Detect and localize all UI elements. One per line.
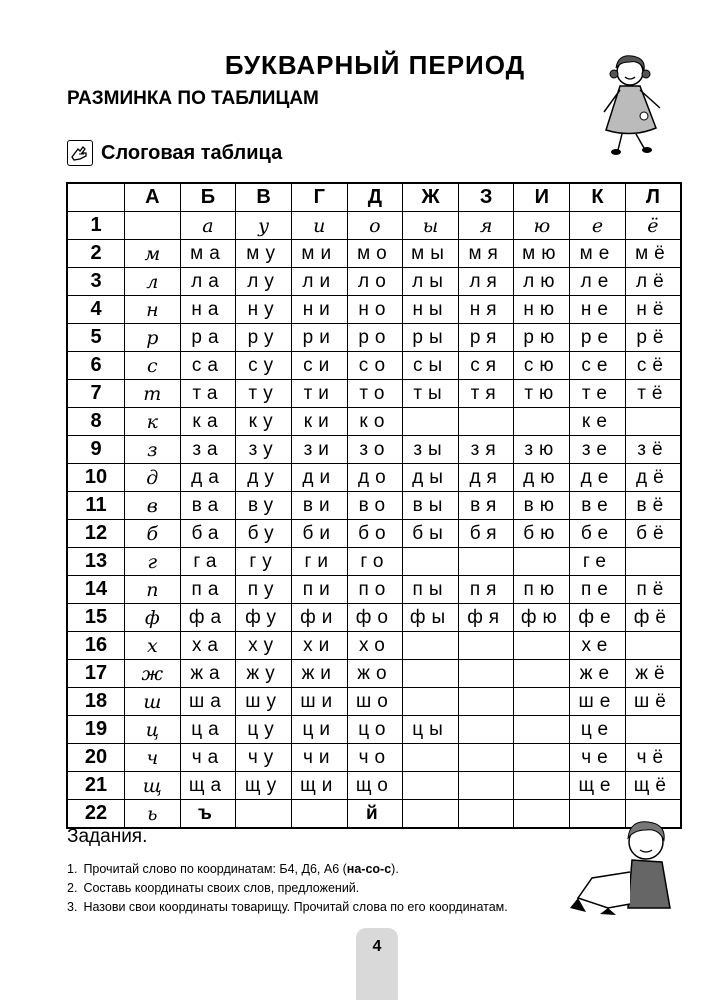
consonant-cell: ч bbox=[125, 744, 181, 772]
consonant-cell: в bbox=[125, 492, 181, 520]
vowel-cell: а bbox=[180, 212, 236, 240]
syllable-cell bbox=[403, 800, 459, 829]
syllable-cell: ци bbox=[291, 716, 347, 744]
consonant-cell: г bbox=[125, 548, 181, 576]
syllable-cell bbox=[403, 660, 459, 688]
syllable-cell: лы bbox=[403, 268, 459, 296]
table-row bbox=[67, 660, 681, 688]
syllable-cell: ще bbox=[570, 772, 626, 800]
syllable-cell: ле bbox=[570, 268, 626, 296]
column-header: И bbox=[514, 183, 570, 212]
consonant-cell: с bbox=[125, 352, 181, 380]
task-item bbox=[67, 860, 508, 879]
syllable-cell: та bbox=[180, 380, 236, 408]
syllable-cell: жу bbox=[236, 660, 292, 688]
syllable-cell: ву bbox=[236, 492, 292, 520]
syllable-cell: чу bbox=[236, 744, 292, 772]
syllable-cell: то bbox=[347, 380, 403, 408]
syllable-cell: й bbox=[347, 800, 403, 829]
page-number: 4 bbox=[372, 938, 382, 955]
syllable-cell: ми bbox=[291, 240, 347, 268]
syllable-cell: ки bbox=[291, 408, 347, 436]
syllable-cell: хи bbox=[291, 632, 347, 660]
table-row bbox=[67, 716, 681, 744]
syllable-cell: жо bbox=[347, 660, 403, 688]
syllable-cell: ди bbox=[291, 464, 347, 492]
vowel-cell: я bbox=[458, 212, 514, 240]
syllable-cell: ма bbox=[180, 240, 236, 268]
syllable-table bbox=[66, 182, 682, 829]
row-number: 1 bbox=[67, 212, 125, 240]
syllable-cell: но bbox=[347, 296, 403, 324]
syllable-cell bbox=[514, 688, 570, 716]
consonant-cell: п bbox=[125, 576, 181, 604]
syllable-cell bbox=[291, 800, 347, 829]
syllable-cell: ни bbox=[291, 296, 347, 324]
syllable-cell: фы bbox=[403, 604, 459, 632]
table-row bbox=[67, 212, 681, 240]
syllable-cell: ве bbox=[570, 492, 626, 520]
syllable-cell: ка bbox=[180, 408, 236, 436]
syllable-cell bbox=[514, 632, 570, 660]
syllable-cell: гу bbox=[236, 548, 292, 576]
table-row bbox=[67, 492, 681, 520]
syllable-cell: що bbox=[347, 772, 403, 800]
tasks-list bbox=[67, 860, 508, 917]
table-row bbox=[67, 408, 681, 436]
consonant-cell: д bbox=[125, 464, 181, 492]
table-row bbox=[67, 576, 681, 604]
syllable-cell bbox=[514, 772, 570, 800]
syllable-cell: пы bbox=[403, 576, 459, 604]
syllable-cell: ня bbox=[458, 296, 514, 324]
consonant-cell: х bbox=[125, 632, 181, 660]
consonant-cell: ш bbox=[125, 688, 181, 716]
task-tail: ). bbox=[391, 862, 399, 876]
syllable-cell: лё bbox=[625, 268, 681, 296]
syllable-cell bbox=[403, 408, 459, 436]
task-number: 1. bbox=[67, 862, 78, 876]
syllable-cell: зи bbox=[291, 436, 347, 464]
syllable-cell: вя bbox=[458, 492, 514, 520]
table-row bbox=[67, 632, 681, 660]
syllable-cell: бе bbox=[570, 520, 626, 548]
vowel-cell: и bbox=[291, 212, 347, 240]
syllable-cell: чё bbox=[625, 744, 681, 772]
syllable-cell bbox=[458, 408, 514, 436]
syllable-cell: сё bbox=[625, 352, 681, 380]
row-number: 6 bbox=[67, 352, 125, 380]
table-row bbox=[67, 548, 681, 576]
syllable-cell: ду bbox=[236, 464, 292, 492]
table-row bbox=[67, 772, 681, 800]
syllable-cell: ды bbox=[403, 464, 459, 492]
syllable-cell: ся bbox=[458, 352, 514, 380]
row-number: 11 bbox=[67, 492, 125, 520]
syllable-cell: мё bbox=[625, 240, 681, 268]
syllable-cell: ши bbox=[291, 688, 347, 716]
syllable-cell: шо bbox=[347, 688, 403, 716]
row-number: 12 bbox=[67, 520, 125, 548]
syllable-cell: фе bbox=[570, 604, 626, 632]
syllable-cell: мы bbox=[403, 240, 459, 268]
syllable-cell: ча bbox=[180, 744, 236, 772]
row-number: 9 bbox=[67, 436, 125, 464]
row-number: 4 bbox=[67, 296, 125, 324]
syllable-cell: мо bbox=[347, 240, 403, 268]
syllable-cell: тю bbox=[514, 380, 570, 408]
table-row bbox=[67, 744, 681, 772]
section-heading bbox=[67, 140, 282, 166]
consonant-cell: ж bbox=[125, 660, 181, 688]
row-number: 7 bbox=[67, 380, 125, 408]
syllable-cell: га bbox=[180, 548, 236, 576]
consonant-cell: з bbox=[125, 436, 181, 464]
syllable-cell bbox=[514, 408, 570, 436]
syllable-cell: ца bbox=[180, 716, 236, 744]
syllable-cell: зо bbox=[347, 436, 403, 464]
syllable-cell: ри bbox=[291, 324, 347, 352]
syllable-cell: щё bbox=[625, 772, 681, 800]
syllable-cell: де bbox=[570, 464, 626, 492]
table-row bbox=[67, 240, 681, 268]
syllable-cell: ше bbox=[570, 688, 626, 716]
syllable-cell: че bbox=[570, 744, 626, 772]
syllable-cell: ты bbox=[403, 380, 459, 408]
syllable-cell: му bbox=[236, 240, 292, 268]
task-number: 2. bbox=[67, 881, 78, 895]
syllable-cell: мю bbox=[514, 240, 570, 268]
tasks-title: Задания. bbox=[67, 826, 148, 847]
syllable-cell: на bbox=[180, 296, 236, 324]
task-item bbox=[67, 879, 508, 898]
syllable-cell: чи bbox=[291, 744, 347, 772]
syllable-cell: се bbox=[570, 352, 626, 380]
vowel-cell: у bbox=[236, 212, 292, 240]
syllable-cell: ну bbox=[236, 296, 292, 324]
syllable-cell: фа bbox=[180, 604, 236, 632]
syllable-cell: пю bbox=[514, 576, 570, 604]
syllable-cell: жё bbox=[625, 660, 681, 688]
syllable-cell: ла bbox=[180, 268, 236, 296]
syllable-cell: ге bbox=[570, 548, 626, 576]
syllable-cell: ра bbox=[180, 324, 236, 352]
column-header: В bbox=[236, 183, 292, 212]
syllable-cell: ша bbox=[180, 688, 236, 716]
consonant-cell: ц bbox=[125, 716, 181, 744]
row-number: 22 bbox=[67, 800, 125, 829]
syllable-cell: бо bbox=[347, 520, 403, 548]
row-number: 20 bbox=[67, 744, 125, 772]
syllable-cell: фё bbox=[625, 604, 681, 632]
row-number: 3 bbox=[67, 268, 125, 296]
syllable-cell bbox=[514, 548, 570, 576]
table-row bbox=[67, 324, 681, 352]
syllable-cell: ви bbox=[291, 492, 347, 520]
syllable-cell: же bbox=[570, 660, 626, 688]
syllable-cell bbox=[458, 632, 514, 660]
vowel-cell: о bbox=[347, 212, 403, 240]
column-header: Ж bbox=[403, 183, 459, 212]
syllable-cell: рю bbox=[514, 324, 570, 352]
syllable-cell: шё bbox=[625, 688, 681, 716]
syllable-cell: цы bbox=[403, 716, 459, 744]
syllable-cell: лю bbox=[514, 268, 570, 296]
syllable-cell: ха bbox=[180, 632, 236, 660]
task-text: Прочитай слово по координатам: Б4, Д6, А6 ( bbox=[83, 862, 347, 876]
vowel-cell: ы bbox=[403, 212, 459, 240]
syllable-cell: пу bbox=[236, 576, 292, 604]
syllable-cell: пё bbox=[625, 576, 681, 604]
syllable-cell bbox=[403, 688, 459, 716]
girl-illustration-icon bbox=[600, 50, 680, 160]
syllable-cell: вю bbox=[514, 492, 570, 520]
syllable-cell: су bbox=[236, 352, 292, 380]
table-header-row bbox=[67, 183, 681, 212]
syllable-cell: цу bbox=[236, 716, 292, 744]
table-row bbox=[67, 604, 681, 632]
column-header: Г bbox=[291, 183, 347, 212]
syllable-cell: фу bbox=[236, 604, 292, 632]
syllable-cell: сю bbox=[514, 352, 570, 380]
syllable-cell: тя bbox=[458, 380, 514, 408]
syllable-cell: би bbox=[291, 520, 347, 548]
syllable-cell: пя bbox=[458, 576, 514, 604]
syllable-cell: ги bbox=[291, 548, 347, 576]
syllable-cell: бу bbox=[236, 520, 292, 548]
syllable-cell: бё bbox=[625, 520, 681, 548]
row-number: 8 bbox=[67, 408, 125, 436]
syllable-cell: зё bbox=[625, 436, 681, 464]
syllable-cell: ря bbox=[458, 324, 514, 352]
syllable-cell: ре bbox=[570, 324, 626, 352]
column-header: Д bbox=[347, 183, 403, 212]
syllable-cell bbox=[236, 800, 292, 829]
syllable-cell: бю bbox=[514, 520, 570, 548]
row-number: 18 bbox=[67, 688, 125, 716]
consonant-cell: р bbox=[125, 324, 181, 352]
task-number: 3. bbox=[67, 900, 78, 914]
column-header: А bbox=[125, 183, 181, 212]
consonant-cell bbox=[125, 212, 181, 240]
syllable-cell: ны bbox=[403, 296, 459, 324]
syllable-cell bbox=[458, 772, 514, 800]
syllable-cell bbox=[625, 548, 681, 576]
syllable-cell: хо bbox=[347, 632, 403, 660]
syllable-cell: да bbox=[180, 464, 236, 492]
syllable-cell: бя bbox=[458, 520, 514, 548]
consonant-cell: щ bbox=[125, 772, 181, 800]
table-row bbox=[67, 436, 681, 464]
syllable-cell: зя bbox=[458, 436, 514, 464]
syllable-cell bbox=[458, 548, 514, 576]
row-number: 15 bbox=[67, 604, 125, 632]
table-row bbox=[67, 464, 681, 492]
syllable-cell: бы bbox=[403, 520, 459, 548]
syllable-cell: зу bbox=[236, 436, 292, 464]
syllable-cell: ща bbox=[180, 772, 236, 800]
row-number: 16 bbox=[67, 632, 125, 660]
consonant-cell: м bbox=[125, 240, 181, 268]
syllable-cell bbox=[514, 716, 570, 744]
syllable-cell: цо bbox=[347, 716, 403, 744]
table-row bbox=[67, 520, 681, 548]
table-row bbox=[67, 268, 681, 296]
syllable-cell: ру bbox=[236, 324, 292, 352]
syllable-cell: ло bbox=[347, 268, 403, 296]
column-header: Б bbox=[180, 183, 236, 212]
syllable-cell: ти bbox=[291, 380, 347, 408]
syllable-cell: ли bbox=[291, 268, 347, 296]
task-text: Назови свои координаты товарищу. Прочитай слова по его координатам. bbox=[83, 900, 508, 914]
task-bold-text: на-со-с bbox=[346, 862, 392, 876]
syllable-cell bbox=[514, 800, 570, 829]
consonant-cell: к bbox=[125, 408, 181, 436]
task-text: Составь координаты своих слов, предложений. bbox=[83, 881, 360, 895]
page-title: БУКВАРНЫЙ ПЕРИОД bbox=[224, 50, 526, 80]
row-number: 2 bbox=[67, 240, 125, 268]
syllable-cell: ба bbox=[180, 520, 236, 548]
syllable-cell: до bbox=[347, 464, 403, 492]
syllable-cell: зы bbox=[403, 436, 459, 464]
syllable-cell bbox=[403, 772, 459, 800]
syllable-cell: лу bbox=[236, 268, 292, 296]
row-number: 14 bbox=[67, 576, 125, 604]
column-header: Л bbox=[625, 183, 681, 212]
syllable-cell: жа bbox=[180, 660, 236, 688]
syllable-cell: щи bbox=[291, 772, 347, 800]
syllable-cell: ме bbox=[570, 240, 626, 268]
syllable-cell bbox=[514, 744, 570, 772]
syllable-cell: ху bbox=[236, 632, 292, 660]
syllable-cell: си bbox=[291, 352, 347, 380]
syllable-cell: во bbox=[347, 492, 403, 520]
syllable-cell bbox=[458, 744, 514, 772]
syllable-cell: го bbox=[347, 548, 403, 576]
pointing-hand-icon bbox=[67, 140, 93, 166]
syllable-cell: дё bbox=[625, 464, 681, 492]
syllable-cell: ту bbox=[236, 380, 292, 408]
consonant-cell: б bbox=[125, 520, 181, 548]
table-row bbox=[67, 688, 681, 716]
syllable-cell bbox=[625, 408, 681, 436]
syllable-cell: хе bbox=[570, 632, 626, 660]
section-title: Слоговая таблица bbox=[101, 141, 283, 164]
syllable-cell bbox=[514, 660, 570, 688]
syllable-cell: фо bbox=[347, 604, 403, 632]
row-number: 10 bbox=[67, 464, 125, 492]
syllable-cell: ке bbox=[570, 408, 626, 436]
vowel-cell: ё bbox=[625, 212, 681, 240]
syllable-cell: ро bbox=[347, 324, 403, 352]
syllable-cell bbox=[403, 548, 459, 576]
syllable-cell: тё bbox=[625, 380, 681, 408]
consonant-cell: ф bbox=[125, 604, 181, 632]
syllable-cell: вы bbox=[403, 492, 459, 520]
syllable-cell: зю bbox=[514, 436, 570, 464]
syllable-cell: фю bbox=[514, 604, 570, 632]
task-item bbox=[67, 898, 508, 917]
column-header: З bbox=[458, 183, 514, 212]
syllable-cell bbox=[403, 632, 459, 660]
syllable-cell: со bbox=[347, 352, 403, 380]
syllable-cell: по bbox=[347, 576, 403, 604]
syllable-cell: ку bbox=[236, 408, 292, 436]
row-number: 17 bbox=[67, 660, 125, 688]
consonant-cell: ь bbox=[125, 800, 181, 829]
table-corner-cell bbox=[67, 183, 125, 212]
syllable-cell: фя bbox=[458, 604, 514, 632]
syllable-cell: це bbox=[570, 716, 626, 744]
consonant-cell: л bbox=[125, 268, 181, 296]
vowel-cell: е bbox=[570, 212, 626, 240]
syllable-cell: сы bbox=[403, 352, 459, 380]
consonant-cell: н bbox=[125, 296, 181, 324]
vowel-cell: ю bbox=[514, 212, 570, 240]
syllable-cell: ъ bbox=[180, 800, 236, 829]
row-number: 19 bbox=[67, 716, 125, 744]
boy-illustration-icon bbox=[568, 812, 688, 917]
syllable-cell: ко bbox=[347, 408, 403, 436]
syllable-cell: пе bbox=[570, 576, 626, 604]
syllable-cell: ля bbox=[458, 268, 514, 296]
syllable-cell: те bbox=[570, 380, 626, 408]
syllable-cell bbox=[625, 632, 681, 660]
consonant-cell: т bbox=[125, 380, 181, 408]
table-row bbox=[67, 352, 681, 380]
row-number: 21 bbox=[67, 772, 125, 800]
syllable-cell: фи bbox=[291, 604, 347, 632]
column-header: К bbox=[570, 183, 626, 212]
syllable-cell: за bbox=[180, 436, 236, 464]
syllable-cell: ва bbox=[180, 492, 236, 520]
syllable-cell bbox=[458, 716, 514, 744]
syllable-cell: ню bbox=[514, 296, 570, 324]
syllable-cell bbox=[625, 716, 681, 744]
syllable-cell: вё bbox=[625, 492, 681, 520]
syllable-cell: пи bbox=[291, 576, 347, 604]
syllable-cell: ры bbox=[403, 324, 459, 352]
syllable-cell: дю bbox=[514, 464, 570, 492]
syllable-cell: не bbox=[570, 296, 626, 324]
syllable-cell bbox=[458, 660, 514, 688]
syllable-cell: мя bbox=[458, 240, 514, 268]
table-row bbox=[67, 296, 681, 324]
syllable-cell: чо bbox=[347, 744, 403, 772]
syllable-cell: нё bbox=[625, 296, 681, 324]
table-row bbox=[67, 380, 681, 408]
row-number: 5 bbox=[67, 324, 125, 352]
syllable-cell: па bbox=[180, 576, 236, 604]
syllable-cell: щу bbox=[236, 772, 292, 800]
row-number: 13 bbox=[67, 548, 125, 576]
page-subtitle: РАЗМИНКА ПО ТАБЛИЦАМ bbox=[67, 88, 319, 109]
syllable-cell: рё bbox=[625, 324, 681, 352]
syllable-cell bbox=[403, 744, 459, 772]
syllable-cell bbox=[458, 800, 514, 829]
syllable-cell: зе bbox=[570, 436, 626, 464]
syllable-cell: са bbox=[180, 352, 236, 380]
syllable-cell: дя bbox=[458, 464, 514, 492]
syllable-cell: шу bbox=[236, 688, 292, 716]
syllable-cell bbox=[458, 688, 514, 716]
syllable-cell: жи bbox=[291, 660, 347, 688]
